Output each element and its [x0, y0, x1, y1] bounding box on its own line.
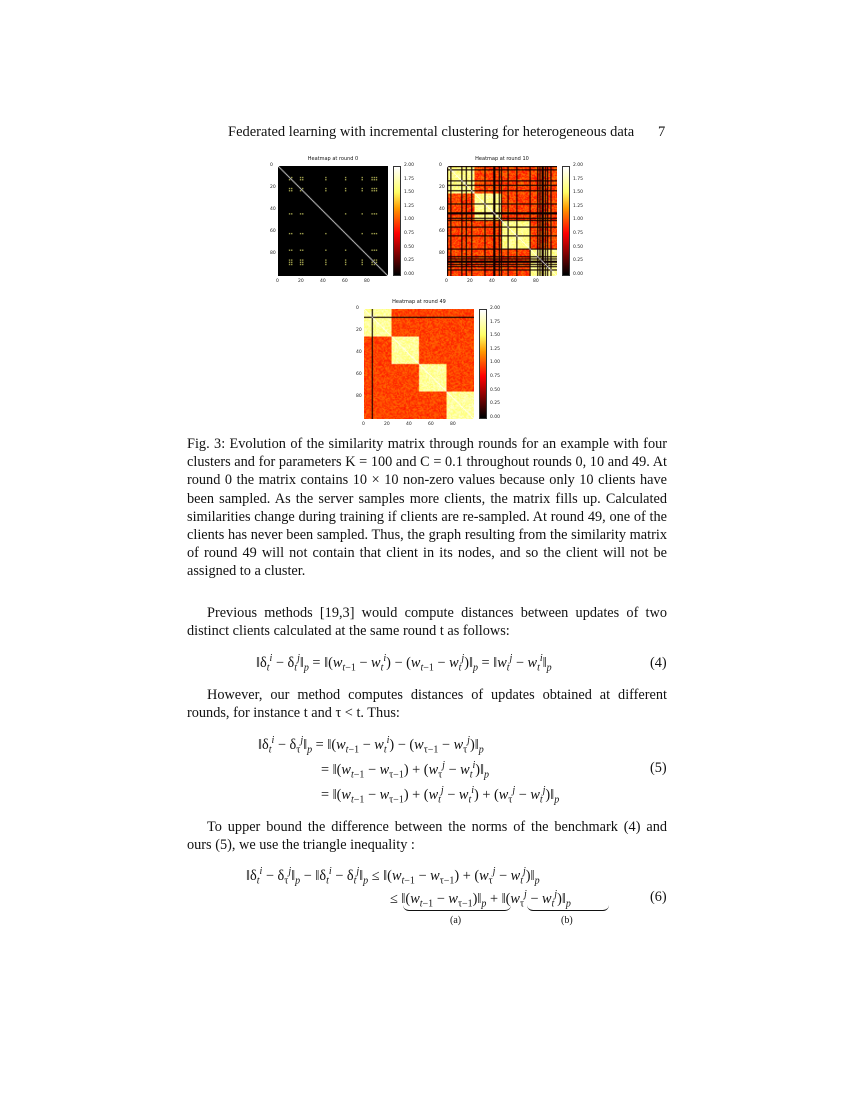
colorbar-tick: 1.50	[490, 333, 501, 339]
paragraph-triangle-inequality: To upper bound the difference between the norms of the benchmark (4) and ours (5), we use the triangle inequality :	[187, 819, 667, 854]
colorbar-tick: 0.50	[404, 244, 415, 250]
colorbar-tick: 1.00	[573, 217, 584, 223]
x-axis-tick: 60	[428, 422, 434, 427]
x-axis-tick: 0	[445, 279, 448, 284]
y-axis-tick: 60	[439, 229, 445, 234]
colorbar-tick: 0.75	[573, 231, 584, 236]
colorbar-tick: 0.25	[490, 401, 501, 407]
y-axis-tick: 80	[270, 251, 276, 256]
colorbar-tick: 2.00	[573, 163, 584, 168]
x-axis-tick: 20	[384, 422, 390, 427]
colorbar-tick: 1.25	[404, 203, 415, 209]
y-axis-tick: 60	[356, 372, 362, 377]
x-axis-tick: 0	[362, 422, 365, 427]
equation-4: $‖\delta_t^i$ − $\delta_t^j‖_p$ = $‖(w_{t-1} - w_t^i) - (w_{t-1}$ − $w_t^j)‖_p$ = $‖w_t^j$ − $w_t^i‖_p$	[256, 653, 552, 674]
heatmap-matrix	[364, 309, 474, 419]
x-axis-tick: 40	[489, 279, 495, 284]
paragraph-previous-methods: Previous methods [19,3] would compute distances between updates of two distinct clients calculated at the same round t as follows:	[187, 605, 667, 640]
x-axis-tick: 40	[320, 279, 326, 284]
colorbar-tick: 0.00	[490, 414, 501, 420]
heatmap-matrix	[447, 166, 557, 276]
colorbar-tick: 0.25	[404, 258, 415, 264]
paragraph-our-method: However, our method computes distances of updates obtained at different rounds, for instance t and τ < t. Thus:	[187, 687, 667, 722]
y-axis-tick: 20	[270, 185, 276, 190]
y-axis-tick: 40	[439, 207, 445, 212]
y-axis-tick: 80	[439, 251, 445, 256]
colorbar-tick: 0.00	[573, 271, 584, 277]
heatmap-title: Heatmap at round 49	[392, 299, 446, 305]
x-axis-tick: 20	[298, 279, 304, 284]
colorbar-tick: 1.00	[490, 360, 501, 366]
equation-number-6: (6)	[650, 889, 667, 905]
underbrace-label-b: (b)	[561, 915, 573, 926]
colorbar-tick: 0.50	[490, 387, 501, 393]
colorbar-tick: 0.25	[573, 258, 584, 264]
x-axis-tick: 20	[467, 279, 473, 284]
equation-number-4: (4)	[650, 655, 667, 671]
colorbar-tick: 0.50	[573, 244, 584, 250]
equation-6-line-1: $‖\delta_t^i$ − $\delta_\tau^j‖_p$ − $‖\delta_t^i$ − $\delta_t^j‖_p$ ≤ $‖(w_{t-1} - w_{\tau-1}) + (w_\tau^j$ − $w_t^j)‖_p$	[246, 866, 540, 887]
underbrace-a	[403, 905, 511, 911]
underbrace-b	[527, 905, 609, 911]
y-axis-tick: 60	[270, 229, 276, 234]
colorbar	[562, 166, 570, 276]
x-axis-tick: 40	[406, 422, 412, 427]
x-axis-tick: 80	[450, 422, 456, 427]
equation-6-line-2: ≤ $‖(w_{t-1}$ − $w_{\tau-1})‖_p$ + $‖(w_\tau^j$ − $w_t^j)‖_p$	[390, 889, 571, 910]
y-axis-tick: 40	[356, 350, 362, 355]
y-axis-tick: 20	[356, 328, 362, 333]
colorbar-tick: 1.75	[404, 176, 415, 182]
y-axis-tick: 0	[270, 163, 273, 168]
colorbar-tick: 1.75	[573, 176, 584, 182]
y-axis-tick: 40	[270, 207, 276, 212]
equation-5-line-2: = $‖(w_{t-1} - w_{\tau-1}) + (w_\tau^j$ − $w_t^i)‖_p$	[321, 760, 490, 781]
heatmap-title: Heatmap at round 10	[475, 156, 529, 162]
y-axis-tick: 20	[439, 185, 445, 190]
colorbar	[479, 309, 487, 419]
y-axis-tick: 0	[356, 306, 359, 311]
y-axis-tick: 80	[356, 394, 362, 399]
x-axis-tick: 60	[511, 279, 517, 284]
figure-caption: Fig. 3: Evolution of the similarity matrix through rounds for an example with four clusters and for parameters K = 100 and C = 0.1 throughout rounds 0, 10 and 49. At round 0 the matrix contains 10 × 10 non-zero values because only 10 clients have been sampled. As the server samples more clients, the matrix fills up. Calculated similarities change during training if clients are re-sampled. At round 49, one of the clients has never been sampled. Thus, the graph resulting from the similarity matrix of round 49 will not contain that client in its nodes, and so the client will not be assigned to a cluster.	[187, 436, 667, 580]
colorbar-tick: 1.25	[490, 346, 501, 352]
colorbar-tick: 1.50	[573, 190, 584, 196]
heatmap-matrix	[278, 166, 388, 276]
colorbar-tick: 2.00	[490, 306, 501, 311]
running-title: Federated learning with incremental clustering for heterogeneous data	[228, 124, 635, 140]
x-axis-tick: 0	[276, 279, 279, 284]
colorbar-tick: 1.25	[573, 203, 584, 209]
x-axis-tick: 80	[533, 279, 539, 284]
x-axis-tick: 60	[342, 279, 348, 284]
underbrace-label-a: (a)	[450, 915, 462, 926]
colorbar-tick: 1.75	[490, 319, 501, 325]
colorbar-tick: 0.75	[490, 374, 501, 379]
colorbar-tick: 1.50	[404, 190, 415, 196]
colorbar	[393, 166, 401, 276]
equation-5-line-3: = $‖(w_{t-1} - w_{\tau-1}) + (w_t^j - w_t^i) + (w_\tau^j$ − $w_t^j)‖_p$	[321, 785, 560, 806]
colorbar-tick: 0.00	[404, 271, 415, 277]
heatmap-title: Heatmap at round 0	[307, 156, 359, 162]
page-number: 7	[658, 124, 666, 140]
equation-5-line-1: $‖\delta_t^i$ − $\delta_\tau^j‖_p$ = $‖(w_{t-1} - w_t^i) - (w_{\tau-1}$ − $w_\tau^j)‖_p$	[258, 735, 484, 756]
colorbar-tick: 1.00	[404, 217, 415, 223]
equation-number-5: (5)	[650, 760, 667, 776]
colorbar-tick: 0.75	[404, 231, 415, 236]
colorbar-tick: 2.00	[404, 163, 415, 168]
x-axis-tick: 80	[364, 279, 370, 284]
y-axis-tick: 0	[439, 163, 442, 168]
